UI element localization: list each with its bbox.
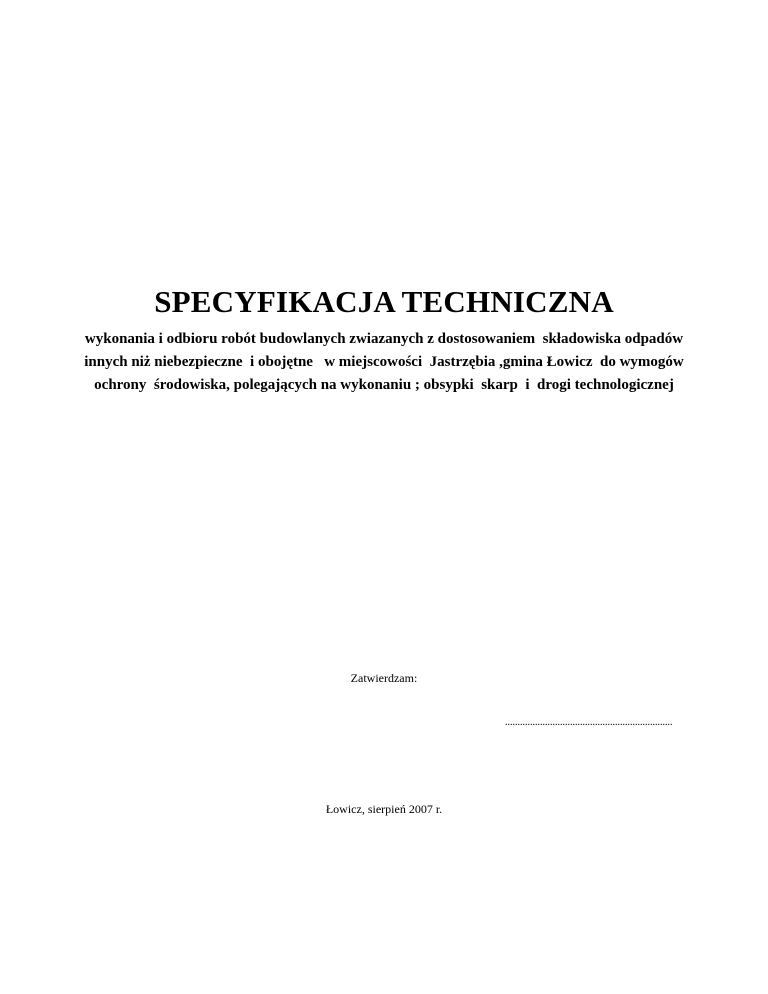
- approval-label: Zatwierdzam:: [350, 671, 418, 685]
- document-title: SPECYFIKACJA TECHNICZNA: [154, 284, 614, 319]
- signature-line: ...................................................................: [505, 718, 673, 728]
- document-subtitle: [0, 328, 768, 397]
- subtitle-line-2: innych niż niebezpieczne i obojętne w miejscowości Jastrzębia ,gmina Łowicz do wymogów: [84, 354, 684, 370]
- place-date: Łowicz, sierpień 2007 r.: [325, 802, 443, 816]
- subtitle-line-3: ochrony środowiska, polegających na wykonaniu ; obsypki skarp i drogi technologicznej: [94, 377, 674, 393]
- subtitle-line-1: wykonania i odbioru robót budowlanych zwiazanych z dostosowaniem składowiska odpadów: [84, 331, 684, 347]
